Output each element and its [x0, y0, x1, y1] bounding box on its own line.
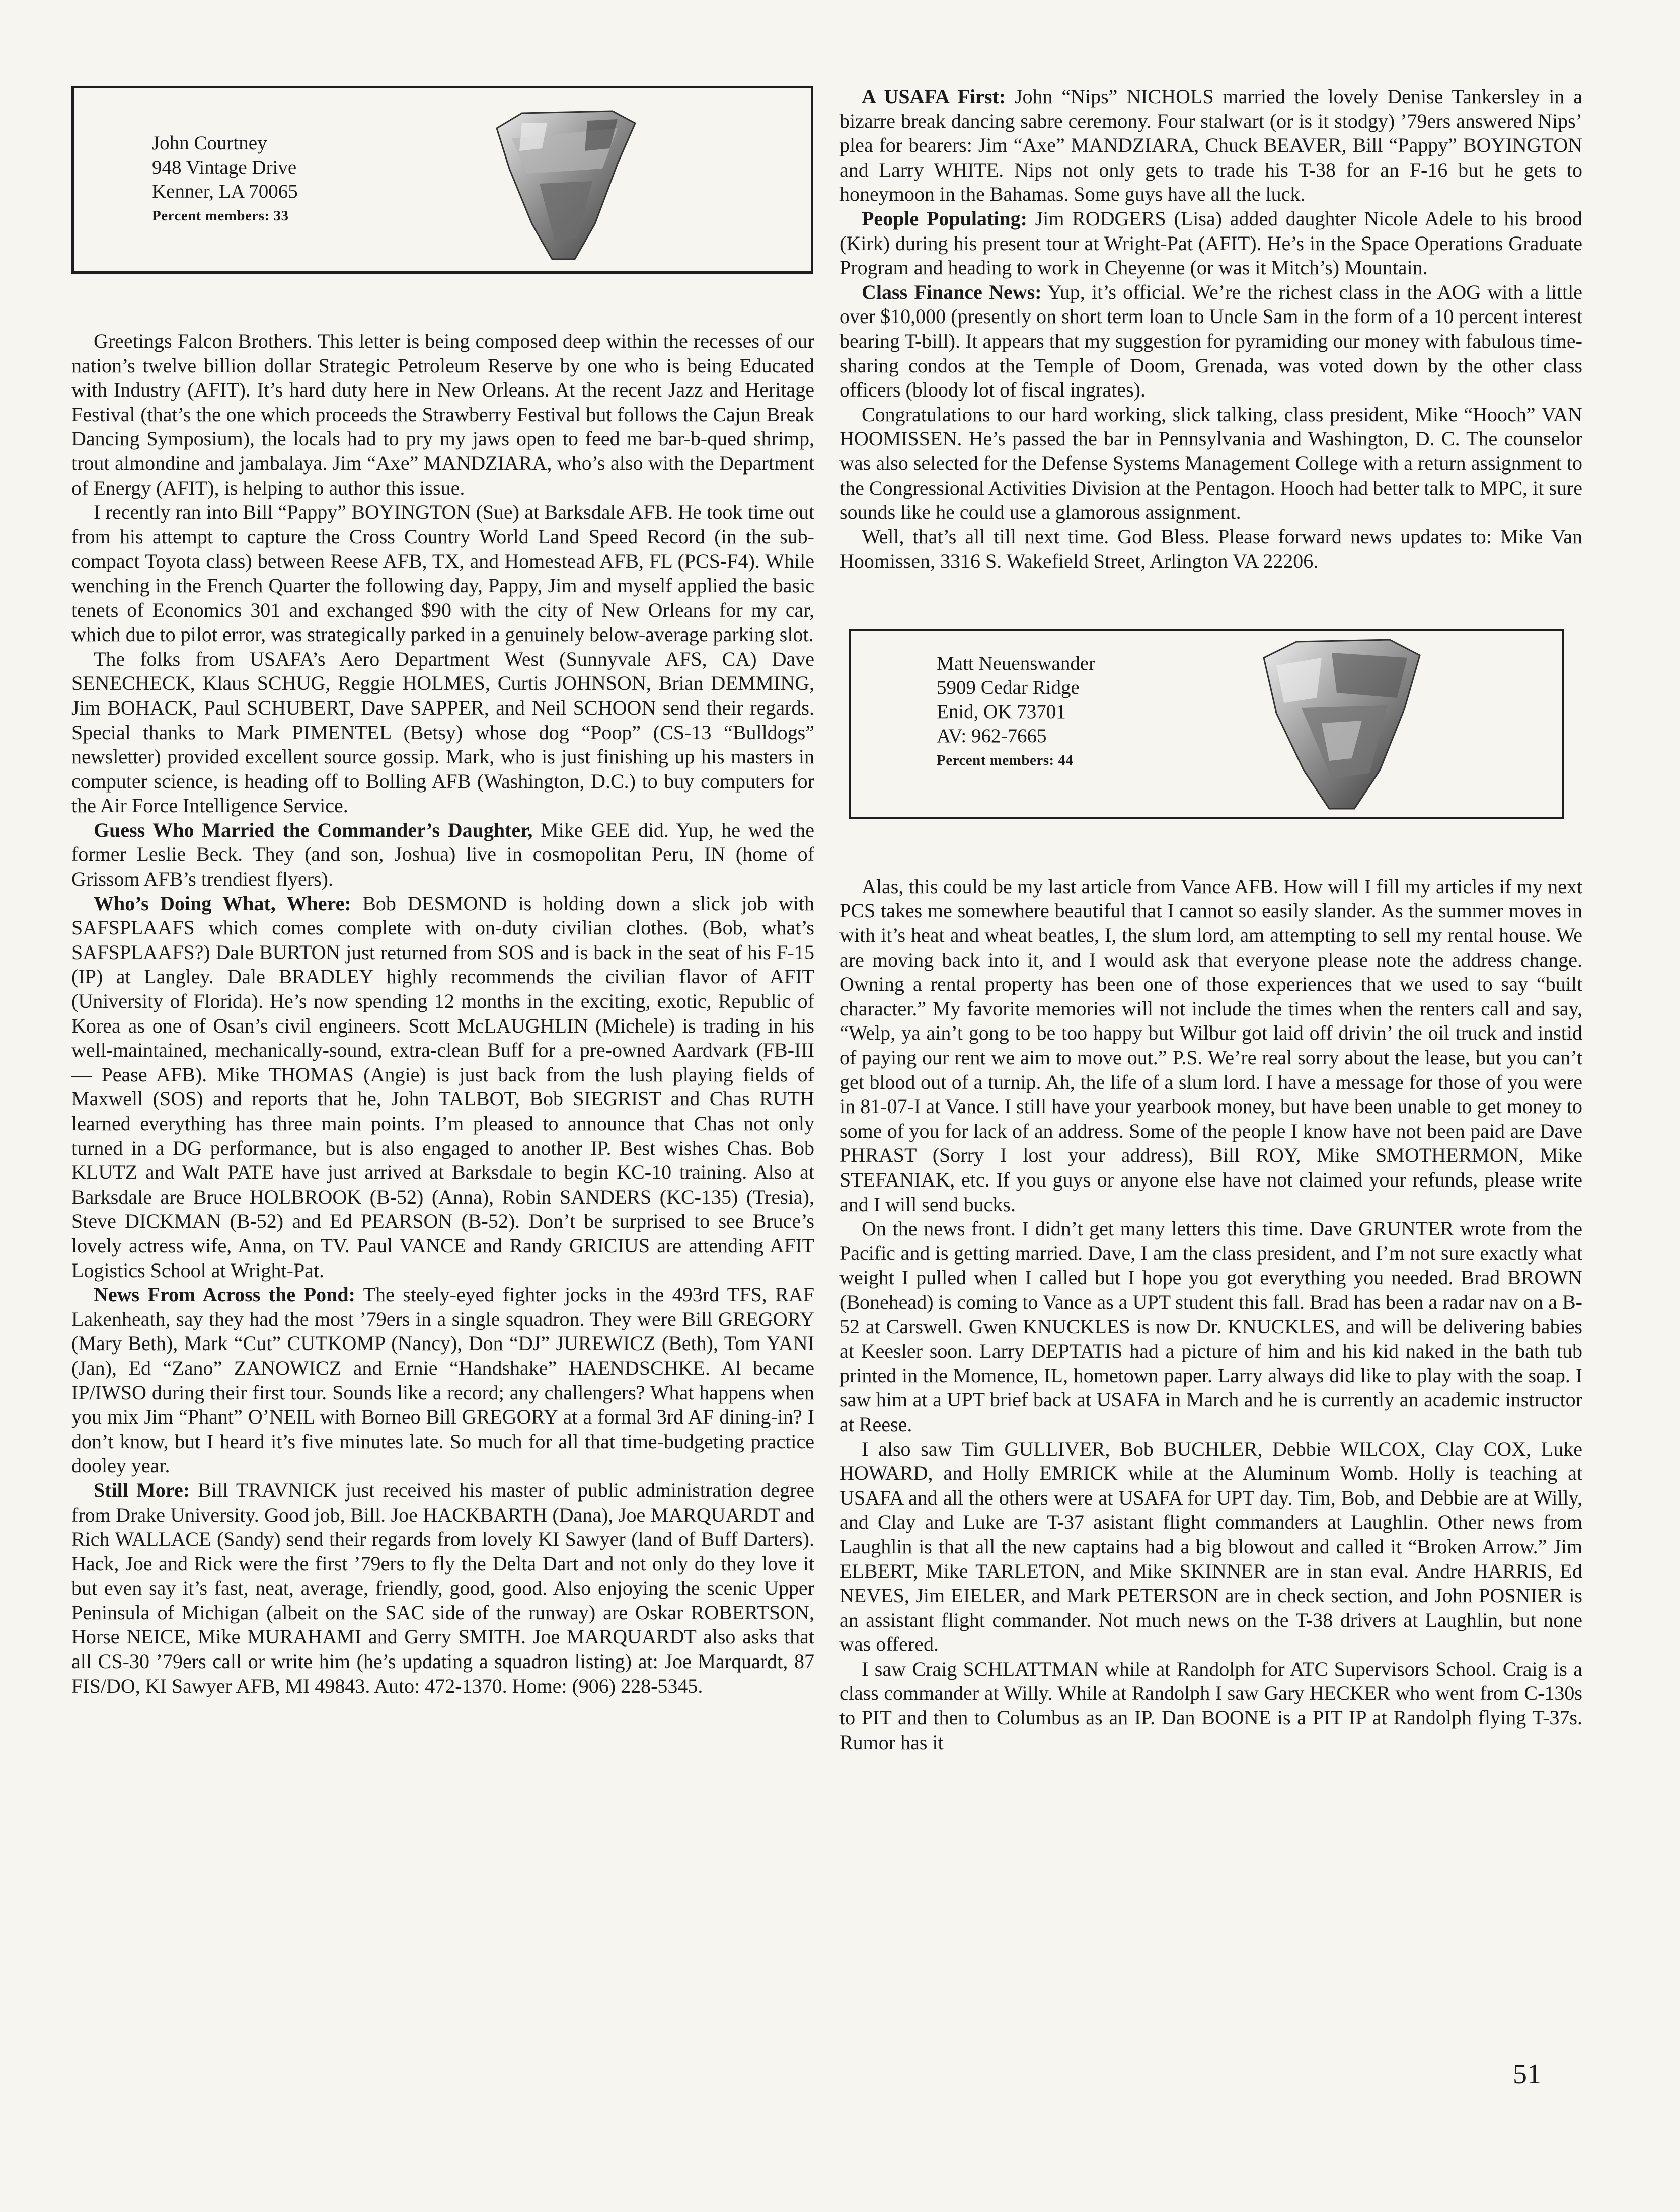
paragraph-heading: News From Across the Pond:: [94, 1283, 355, 1306]
right-column-text-top: [839, 85, 1582, 574]
paragraph: [71, 1478, 814, 1698]
paragraph: [839, 1217, 1582, 1437]
paragraph-heading: Still More:: [94, 1478, 190, 1502]
correspondent-street: 948 Vintage Drive: [152, 156, 297, 178]
percent-members: Percent members: 33: [152, 208, 289, 224]
right-column: [839, 85, 1582, 1755]
paragraph: [71, 329, 814, 500]
paragraph-text: Well, that’s all till next time. God Bless. Please forward news updates to: Mike Van Hoomissen, 3316 S. Wakefield Street, Arlington VA 22206.: [839, 525, 1582, 573]
paragraph: [839, 875, 1582, 1217]
percent-members: Percent members: 44: [937, 752, 1074, 768]
right-column-text-bottom: [839, 875, 1582, 1755]
paragraph: [839, 280, 1582, 403]
correspondent-name: Matt Neuenswander: [937, 652, 1096, 674]
correspondent-phone: AV: 962-7665: [937, 725, 1047, 747]
correspondent-address: [152, 131, 298, 228]
class-ring-80-icon: [1261, 638, 1422, 814]
paragraph-text: John “Nips” NICHOLS married the lovely Denise Tankersley in a bizarre break dancing sabre ceremony. Four stalwart (or is it stodgy) ’79ers answered Nips’ plea for bearers: Jim “Axe” MANDZIARA, Chuck BEAVER, Bill “Pappy” BOYINGTON and Larry WHITE. Nips not only gets to trade his T-38 for an F-16 but he gets to honeymoon in the Bahamas. Some guys have all the luck.: [839, 85, 1582, 206]
paragraph-text: Greetings Falcon Brothers. This letter is being composed deep within the recesses of our nation’s twelve billion dollar Strategic Petroleum Reserve by one who is being Educated with Industry (AFIT). It’s hard duty here in New Orleans. At the recent Jazz and Heritage Festival (that’s the one which proceeds the Strawberry Festival but follows the Cajun Break Dancing Symposium), the locals had to pry my jaws open to feed me bar-b-qued shrimp, trout almondine and jambalaya. Jim “Axe” MANDZIARA, who’s also with the Department of Energy (AFIT), is helping to author this issue.: [71, 330, 814, 499]
left-column-text: [71, 329, 814, 1698]
paragraph-text: On the news front. I didn’t get many letters this time. Dave GRUNTER wrote from the Pacific and is getting married. Dave, I am the class president, and I’m not sure exactly what weight I pulled when I called but I hope you got everything you needed. Brad BROWN (Bonehead) is coming to Vance as a UPT student this fall. Brad has been a radar nav on a B-52 at Carswell. Gwen KNUCKLES is now Dr. KNUCKLES, and will be delivering babies at Keesler soon. Larry DEPTATIS had a picture of him and his kid naked in the bath tub printed in the Momence, IL, hometown paper. Larry always did like to play with the soap. I saw him at a UPT brief back at USAFA in March and he is currently an academic instructor at Reese.: [839, 1217, 1582, 1436]
paragraph-heading: Class Finance News:: [862, 280, 1042, 303]
paragraph: [71, 892, 814, 1283]
paragraph-heading: People Populating:: [862, 207, 1027, 230]
paragraph: [839, 207, 1582, 280]
correspondent-city: Enid, OK 73701: [937, 700, 1066, 723]
paragraph-text: Jim RODGERS (Lisa) added daughter Nicole Adele to his brood (Kirk) during his present tour at Wright-Pat (AFIT). He’s in the Space Operations Graduate Program and heading to work in Cheyenne (or was it Mitch’s) Mountain.: [839, 207, 1583, 279]
correspondent-address: [937, 652, 1095, 772]
paragraph-text: The folks from USAFA’s Aero Department West (Sunnyvale AFS, CA) Dave SENECHECK, Klaus SCHUG, Reggie HOLMES, Curtis JOHNSON, Brian DEMMING, Jim BOHACK, Paul SCHUBERT, Dave SAPPER, and Neil SCHOON send their regards. Special thanks to Mark PIMENTEL (Betsy) whose dog “Poop” (CS-13 “Bulldogs” newsletter) provided excellent source gossip. Mark, who is just finishing up his masters in computer science, is heading off to Bolling AFB (Washington, D.C.) to buy computers for the Air Force Intelligence Service.: [71, 647, 814, 817]
paragraph: [839, 85, 1582, 207]
page-number: 51: [1513, 2059, 1541, 2090]
paragraph-text: Congratulations to our hard working, slick talking, class president, Mike “Hooch” VAN HOOMISSEN. He’s passed the bar in Pennsylvania and Washington, D. C. The counselor was also selected for the Defense Systems Management College with a return assignment to the Congressional Activities Division at the Pentagon. Hooch had better talk to MPC, it sure sounds like he could use a glamorous assignment.: [839, 403, 1582, 524]
paragraph: [839, 1657, 1582, 1755]
left-column: [71, 86, 814, 1698]
correspondent-city: Kenner, LA 70065: [152, 181, 298, 202]
paragraph-heading: Guess Who Married the Commander’s Daughter,: [94, 818, 533, 841]
paragraph: [71, 818, 814, 892]
paragraph-text: Mike GEE did. Yup, he wed the former Leslie Beck. They (and son, Joshua) live in cosmopolitan Peru, IN (home of Grissom AFB’s trendiest flyers).: [71, 818, 814, 891]
paragraph: [71, 500, 814, 647]
paragraph-text: Alas, this could be my last article from Vance AFB. How will I fill my articles if my next PCS takes me somewhere beautiful that I cannot so easily slander. As the summer moves in with it’s heat and wheat beatles, I, the slum lord, am attempting to sell my rental house. We are moving back into it, and I would ask that everyone please note the address change. Owning a rental property has been one of those experiences that we used to say “built character.” My favorite memories will not include the times when the renters call and say, “Welp, ya ain’t gong to be too happy but Wilbur got laid off drivin’ the oil truck and instid of paying our rent we aim to move out.” P.S. We’re real sorry about the lease, but you can’t get blood out of a turnip. Ah, the life of a slum lord. I have a message for those of you were in 81-07-I at Vance. I still have your yearbook money, but have been unable to get money to some of you for lack of an address. Some of the people I know have not been paid are Dave PHRAST (Sorry I lost your address), Bill ROY, Mike SMOTHERMON, Mike STEFANIAK, etc. If you guys or anyone else have not claimed your refunds, please write and I will send bucks.: [839, 875, 1582, 1216]
paragraph: [839, 1437, 1582, 1657]
paragraph: [71, 1283, 814, 1478]
class-correspondent-box-80: [849, 629, 1564, 819]
paragraph-text: Bill TRAVNICK just received his master of public administration degree from Drake University. Good job, Bill. Joe HACKBARTH (Dana), Joe MARQUARDT and Rich WALLACE (Sandy) send their regards from lovely KI Sawyer (land of Buff Darters). Hack, Joe and Rick were the first ’79ers to fly the Delta Dart and not only do they love it but even say it’s fast, neat, average, friendly, good, good. Also enjoying the scenic Upper Peninsula of Michigan (albeit on the SAC side of the runway) are Oskar ROBERTSON, Horse NEICE, Mike MURAHAMI and Gerry SMITH. Joe MARQUARDT also asks that all CS-30 ’79ers call or write him (he’s updating a squadron listing) at: Joe Marquardt, 87 FIS/DO, KI Sawyer AFB, MI 49843. Auto: 472-1370. Home: (906) 228-5345.: [71, 1478, 814, 1697]
paragraph-text: Bob DESMOND is holding down a slick job with SAFSPLAAFS which comes complete with on-duty civilian clothes. (Bob, what’s SAFSPLAAFS?) Dale BURTON just returned from SOS and is back in the seat of his F-15 (IP) at Langley. Dale BRADLEY highly recommends the civilian flavor of AFIT (University of Florida). He’s now spending 12 months in the exciting, exotic, Republic of Korea as one of Osan’s civil engineers. Scott McLAUGHLIN (Michele) is trading in his well-maintained, mechanically-sound, extra-clean Buff for a pre-owned Aardvark (FB-III — Pease AFB). Mike THOMAS (Angie) is just back from the lush playing fields of Maxwell (SOS) and reports that he, John TALBOT, Bob SIEGRIST and Chas RUTH learned everything has three main points. I’m pleased to announce that Chas not only turned in a DG performance, but is also engaged to another IP. Best wishes Chas. Bob KLUTZ and Walt PATE have just arrived at Barksdale to begin KC-10 training. Also at Barksdale are Bruce HOLBROOK (B-52) (Anna), Robin SANDERS (KC-135) (Tresia), Steve DICKMAN (B-52) and Ed PEARSON (B-52). Don’t be surprised to see Bruce’s lovely actress wife, Anna, on TV. Paul VANCE and Randy GRICIUS are attending AFIT Logistics School at Wright-Pat.: [71, 892, 814, 1282]
correspondent-name: John Courtney: [152, 132, 267, 154]
paragraph: [839, 403, 1582, 525]
paragraph-text: I recently ran into Bill “Pappy” BOYINGTON (Sue) at Barksdale AFB. He took time out from his attempt to capture the Cross Country World Land Speed Record (in the sub-compact Toyota class) between Reese AFB, TX, and Homestead AFB, FL (PCS-F4). While wenching in the French Quarter the following day, Pappy, Jim and myself applied the basic tenets of Economics 301 and exchanged $90 with the city of New Orleans for my car, which due to pilot error, was strategically parked in a genuinely below-average parking slot.: [71, 501, 814, 646]
paragraph-heading: A USAFA First:: [862, 85, 1006, 108]
class-ring-79-icon: [492, 108, 638, 264]
paragraph: [839, 525, 1582, 574]
paragraph-text: I saw Craig SCHLATTMAN while at Randolph for ATC Supervisors School. Craig is a class commander at Willy. While at Randolph I saw Gary HECKER who went from C-130s to PIT and then to Columbus as an IP. Dan BOONE is a PIT IP at Randolph flying T-37s. Rumor has it: [839, 1657, 1582, 1754]
paragraph-heading: Who’s Doing What, Where:: [94, 892, 351, 915]
paragraph-text: Yup, it’s official. We’re the richest class in the AOG with a little over $10,000 (presently on short term loan to Uncle Sam in the form of a 10 percent interest bearing T-bill). It appears that my suggestion for pyramiding our money with fabulous time-sharing condos at the Temple of Doom, Grenada, was voted down by the other class officers (bloody lot of fiscal ingrates).: [839, 280, 1583, 402]
paragraph: [71, 647, 814, 818]
class-correspondent-box-79: [71, 86, 813, 274]
paragraph-text: The steely-eyed fighter jocks in the 493rd TFS, RAF Lakenheath, say they had the most ’79ers in a single squadron. They were Bill GREGORY (Mary Beth), Mark “Cut” CUTKOMP (Nancy), Don “DJ” JUREWICZ (Beth), Tom YANI (Jan), Ed “Zano” ZANOWICZ and Ernie “Handshake” HAENDSCHKE. Al became IP/IWSO during their first tour. Sounds like a record; any challengers? What happens when you mix Jim “Phant” O’NEIL with Borneo Bill GREGORY at a formal 3rd AF dining-in? I don’t know, but I heard it’s five minutes late. So much for all that time-budgeting practice dooley year.: [71, 1283, 814, 1477]
paragraph-text: I also saw Tim GULLIVER, Bob BUCHLER, Debbie WILCOX, Clay COX, Luke HOWARD, and Holly EMRICK while at the Aluminum Womb. Holly is teaching at USAFA and all the others were at USAFA for UPT day. Tim, Bob, and Debbie are at Willy, and Clay and Luke are T-37 asistant flight commanders at Laughlin. Other news from Laughlin is that all the new captains had a big blowout and called it “Broken Arrow.” Jim ELBERT, Mike TARLETON, and Mike SKINNER are in stan eval. Andre HARRIS, Ed NEVES, Jim EIELER, and Mark PETERSON are in check section, and John POSNIER is an assistant flight commander. Not much news on the T-38 drivers at Laughlin, but none was offered.: [839, 1437, 1582, 1656]
correspondent-street: 5909 Cedar Ridge: [937, 676, 1080, 698]
